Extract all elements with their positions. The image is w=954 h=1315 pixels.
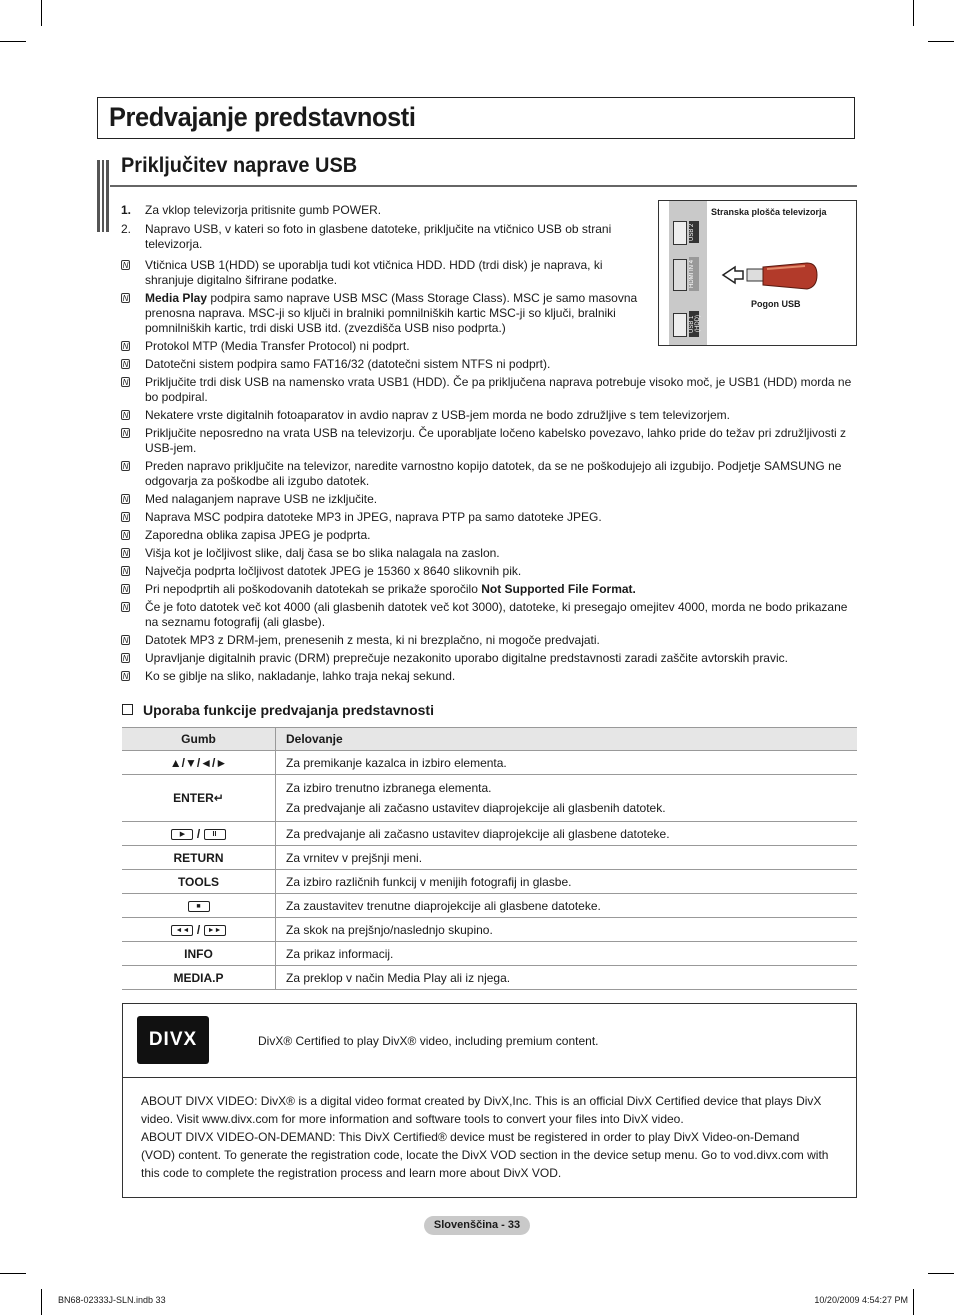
table-row [122, 870, 857, 894]
note-item: N Med nalaganjem naprave USB ne izključite. [122, 492, 378, 506]
action-cell: Za zaustavitev trenutne diaprojekcije ali glasbene datoteke. [276, 894, 858, 918]
hdmi-label: HDMI IN 4 [689, 257, 699, 291]
crop-mark [41, 1289, 42, 1315]
note-item: N Nekatere vrste digitalnih fotoaparatov in avdio naprav z USB-jem morda ne bodo združljive s tem televizorjem. [122, 408, 730, 422]
table-row [122, 942, 857, 966]
crop-mark [928, 41, 954, 42]
usb-port-icon [673, 221, 687, 245]
button-cell: ▶ / II [122, 822, 276, 846]
usb1-label: USB 1 (HDD) [689, 311, 699, 337]
action-cell: Za premikanje kazalca in izbiro elementa. [276, 751, 858, 775]
section-title: Priključitev naprave USB [121, 154, 358, 177]
table-row [122, 846, 857, 870]
button-cell [122, 894, 276, 918]
controls-table [122, 727, 857, 990]
table-row [122, 918, 857, 942]
note-item: N Pri nepodprtih ali poškodovanih datotekah se prikaže sporočilo Not Supported File Format. [122, 582, 636, 596]
divx-about-text: ABOUT DIVX VIDEO: DivX® is a digital video format created by DivX,Inc. This is an official DivX Certified device that plays DivX video. Visit www.divx.com for more information and software tools to convert your files into DivX video. ABOUT DIVX VIDEO-ON-DEMAND: This DivX Certified® device must be registered in order to play DivX Video-on-Demand (VOD) content. To generate the registration code, locate the DivX VOD section in the device setup menu. Go to vod.divx.com with this code to complete the registration process and learn more about DivX VOD. [141, 1094, 829, 1180]
button-cell: RETURN [122, 846, 276, 870]
note-icon: N [122, 654, 129, 663]
button-cell: ENTER↵ [122, 775, 276, 822]
table-row [122, 966, 857, 990]
note-icon: N [122, 603, 129, 612]
action-cell: Za prikaz informacij. [276, 942, 858, 966]
note-item: N Preden napravo priključite na televizor, naredite varnostno kopijo datotek, da se ne poškodujejo ali izgubijo. Podjetje SAMSUNG ne odgovarja za poškodbe ali izgubo datotek. [122, 459, 842, 488]
crop-mark [0, 1273, 26, 1274]
button-cell: INFO [122, 942, 276, 966]
button-cell: MEDIA.P [122, 966, 276, 990]
note-item: N Vtičnica USB 1(HDD) se uporablja tudi kot vtičnica HDD. HDD (trdi disk) je naprava, ki shranjuje digitalno šifrirane podatke. [122, 258, 603, 287]
action-cell: Za predvajanje ali začasno ustavitev diaprojekcije ali glasbene datoteke. [276, 822, 858, 846]
step-item [119, 222, 629, 252]
play-button-icon: ▶ [171, 829, 193, 840]
usb-drive-label: Pogon USB [751, 299, 801, 309]
rewind-button-icon: ◄◄ [171, 925, 193, 936]
table-row [122, 775, 857, 822]
note-item: N Ko se giblje na sliko, nakladanje, lahko traja nekaj sekund. [122, 669, 456, 683]
note-icon: N [122, 261, 129, 270]
action-cell: Za vrnitev v prejšnji meni. [276, 846, 858, 870]
note-item: N Če je foto datotek več kot 4000 (ali glasbenih datotek več kot 3000), datoteke, ki presegajo omejitev 4000, morda ne bodo prikazane na seznamu fotografij (ali glasbe). [122, 600, 848, 629]
action-cell: Za izbiro različnih funkcij v menijih fotografij in glasbe. [276, 870, 858, 894]
note-item: N Zaporedna oblika zapisa JPEG je podprta. [122, 528, 371, 542]
step-number: 1. [121, 203, 132, 217]
note-icon: N [122, 549, 129, 558]
page-title: Predvajanje predstavnosti [109, 102, 416, 132]
divx-certified-text: DivX® Certified to play DivX® video, including premium content. [258, 1034, 599, 1048]
divider [123, 1077, 856, 1078]
action-cell: Za izbiro trenutno izbranega elementa. Za predvajanje ali začasno ustavitev diaprojekcije ali glasbenih datotek. [276, 775, 858, 822]
note-icon: N [122, 636, 129, 645]
table-header-row [122, 728, 857, 751]
crop-mark [0, 41, 26, 42]
step-number: 2. [121, 222, 132, 236]
col-header-button: Gumb [122, 728, 276, 751]
checkbox-icon [122, 704, 133, 715]
panel-title: Stranska plošča televizorja [711, 207, 827, 217]
imprint-file: BN68-02333J-SLN.indb 33 [58, 1295, 166, 1305]
stop-button-icon: ■ [188, 901, 210, 912]
note-item: N Priključite neposredno na vrata USB na televizorju. Če uporabljate ločeno kabelsko povezavo, lahko pride do težav pri združljivosti z USB-jem. [122, 426, 847, 455]
note-item: N Naprava MSC podpira datoteke MP3 in JPEG, naprava PTP pa samo datoteke JPEG. [122, 510, 602, 524]
note-icon: N [122, 294, 129, 303]
action-cell: Za preklop v način Media Play ali iz njega. [276, 966, 858, 990]
note-icon: N [122, 567, 129, 576]
button-cell: ▲/▼/◄/► [122, 751, 276, 775]
steps-list [119, 203, 629, 256]
note-item: N Priključite trdi disk USB na namensko vrata USB1 (HDD). Če pa priključena naprava potrebuje visoko moč, je USB1 (HDD) morda ne bo podpiral. [122, 375, 852, 404]
note-icon: N [122, 429, 129, 438]
usb2-label: USB 2 [689, 221, 699, 243]
note-icon: N [122, 672, 129, 681]
col-header-action: Delovanje [276, 728, 858, 751]
pause-button-icon: II [204, 829, 226, 840]
note-item: N Največja podprta ločljivost datotek JPEG je 15360 x 8640 slikovnih pik. [122, 564, 522, 578]
section-rule [110, 185, 857, 187]
note-item: N Datotek MP3 z DRM-jem, prenesenih z mesta, ki ni brezplačno, ni mogoče predvajati. [122, 633, 600, 647]
crop-mark [928, 1273, 954, 1274]
note-icon: N [122, 378, 129, 387]
note-item: N Upravljanje digitalnih pravic (DRM) preprečuje nezakonito uporabo digitalne predstavnosti zaradi zaščite avtorskih pravic. [122, 651, 788, 665]
table-row [122, 894, 857, 918]
note-icon: N [122, 513, 129, 522]
crop-mark [913, 0, 914, 26]
crop-mark [41, 0, 42, 26]
note-item: N Media Play podpira samo naprave USB MSC (Mass Storage Class). MSC je samo masovna prenosna naprava. MSC-ji so ključi in bralniki pomnilniških kartic MSC-ji so ključi, bralniki pomnilniških kartic, trdi diski USB itd. (zvezdišča USB niso podprta.) [122, 291, 638, 335]
subsection-title: Uporaba funkcije predvajanja predstavnosti [122, 702, 434, 718]
table-row [122, 751, 857, 775]
note-icon: N [122, 585, 129, 594]
crop-mark [913, 1289, 914, 1315]
step-text: Za vklop televizorja pritisnite gumb POWER. [145, 203, 382, 217]
divx-logo: DIVX [137, 1016, 209, 1064]
page-title-box [97, 97, 855, 139]
note-item: N Višja kot je ločljivost slike, dalj časa se bo slika nalagala na zaslon. [122, 546, 500, 560]
button-cell: TOOLS [122, 870, 276, 894]
page-number: Slovenščina - 33 [424, 1216, 530, 1235]
action-cell: Za skok na prejšnjo/naslednjo skupino. [276, 918, 858, 942]
table-row [122, 822, 857, 846]
imprint-date: 10/20/2009 4:54:27 PM [814, 1295, 908, 1305]
note-icon: N [122, 462, 129, 471]
note-icon: N [122, 495, 129, 504]
note-item: N Protokol MTP (Media Transfer Protocol) ni podprt. [122, 339, 410, 353]
divx-info-box [122, 1003, 857, 1198]
step-text: Napravo USB, v kateri so foto in glasbene datoteke, priključite na vtičnico USB ob strani televizorja. [145, 222, 612, 251]
note-icon: N [122, 411, 129, 420]
notes-list [119, 258, 857, 687]
section-marker [97, 160, 109, 232]
step-item [119, 203, 629, 218]
fast-forward-button-icon: ►► [204, 925, 226, 936]
button-cell: ◄◄ / ►► [122, 918, 276, 942]
note-icon: N [122, 342, 129, 351]
note-icon: N [122, 360, 129, 369]
note-icon: N [122, 531, 129, 540]
note-item: N Datotečni sistem podpira samo FAT16/32 (datotečni sistem NTFS ni podprt). [122, 357, 551, 371]
